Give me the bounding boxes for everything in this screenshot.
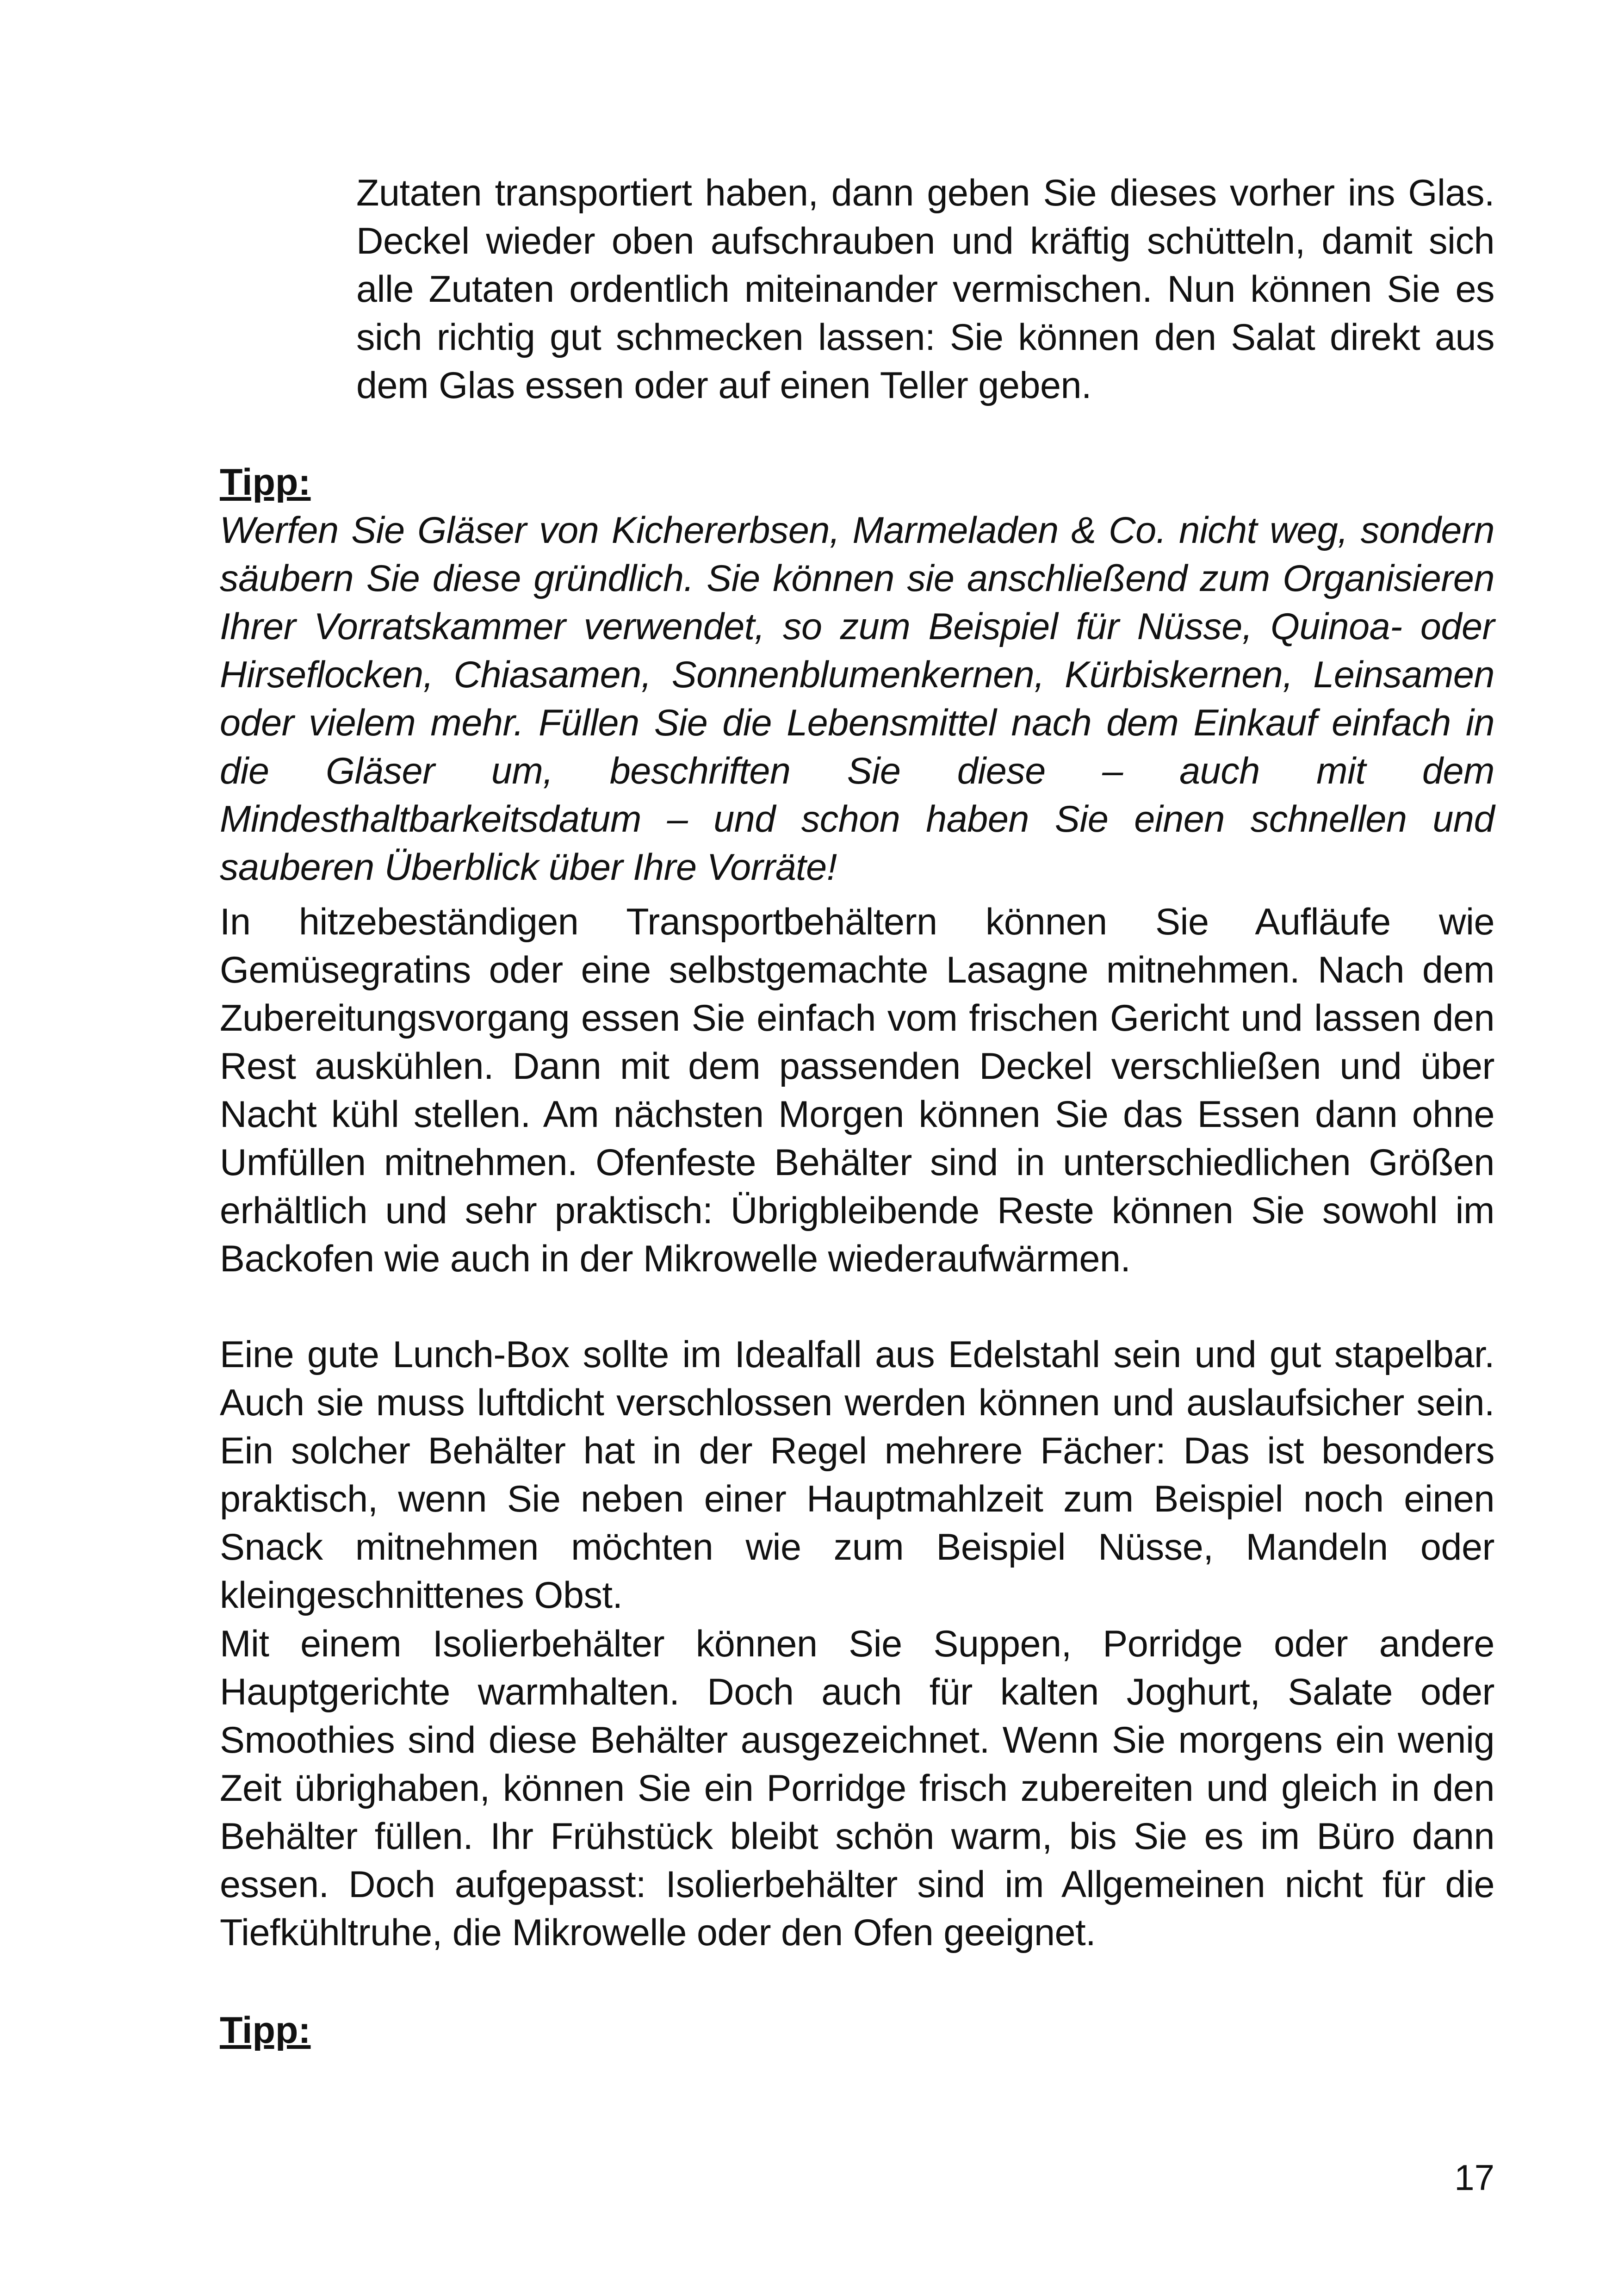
tip-heading-second: Tipp:: [220, 2010, 311, 2051]
body-paragraph-ovenproof: In hitzebeständigen Transportbehältern können Sie Aufläufe wie Gemüsegratins oder eine selbstgemachte Lasagne mitnehmen. Nach dem Zubereitungsvorgang essen Sie einfach vom frischen Gericht und lassen den Rest auskühlen. Dann mit dem passenden Deckel verschließen und über Nacht kühl stellen. Am nächsten Morgen können Sie das Essen dann ohne Umfüllen mitnehmen. Ofenfeste Behälter sind in unterschiedlichen Größen erhältlich und sehr praktisch: Übrigbleibende Reste können Sie sowohl im Backofen wie auch in der Mikrowelle wiederaufwärmen.: [220, 901, 1494, 1280]
tip-text: Werfen Sie Gläser von Kichererbsen, Marmeladen & Co. nicht weg, sondern säubern Sie diese gründlich. Sie können sie anschließend zum Organisieren Ihrer Vorratskammer verwendet, so zum Beispiel für Nüsse, Quinoa- oder Hirseflocken, Chiasamen, Sonnenblumenkernen, Kürbiskernen, Leinsamen oder vielem mehr. Füllen Sie die Lebensmittel nach dem Einkauf einfach in die Gläser um, beschriften Sie diese – auch mit dem Mindesthaltbarkeitsdatum – und schon haben Sie einen schnellen und sauberen Überblick über Ihre Vorräte!: [220, 510, 1494, 888]
body-paragraph-lunchbox: Eine gute Lunch-Box sollte im Idealfall aus Edelstahl sein und gut stapelbar. Auch sie muss luftdicht verschlossen werden können und auslaufsicher sein. Ein solcher Behälter hat in der Regel mehrere Fächer: Das ist besonders praktisch, wenn Sie neben einer Hauptmahlzeit zum Beispiel noch einen Snack mitnehmen möchten wie zum Beispiel Nüsse, Mandeln oder kleingeschnittenes Obst.: [220, 1334, 1494, 1616]
intro-paragraph: Zutaten transportiert haben, dann geben Sie dieses vorher ins Glas. Deckel wieder oben aufschrauben und kräftig schütteln, damit sich alle Zutaten ordentlich miteinander vermischen. Nun können Sie es sich richtig gut schmecken lassen: Sie können den Salat direkt aus dem Glas essen oder auf einen Teller geben.: [356, 172, 1494, 406]
body-paragraph-insulated: Mit einem Isolierbehälter können Sie Suppen, Porridge oder andere Hauptgerichte warmhalten. Doch auch für kalten Joghurt, Salate oder Smoothies sind diese Behälter ausgezeichnet. Wenn Sie morgens ein wenig Zeit übrighaben, können Sie ein Porridge frisch zubereiten und gleich in den Behälter füllen. Ihr Frühstück bleibt schön warm, bis Sie es im Büro dann essen. Doch aufgepasst: Isolierbehälter sind im Allgemeinen nicht für die Tiefkühltruhe, die Mikrowelle oder den Ofen geeignet.: [220, 1623, 1494, 1954]
page-number: 17: [1454, 2157, 1494, 2198]
tip-heading: Tipp:: [220, 461, 311, 503]
